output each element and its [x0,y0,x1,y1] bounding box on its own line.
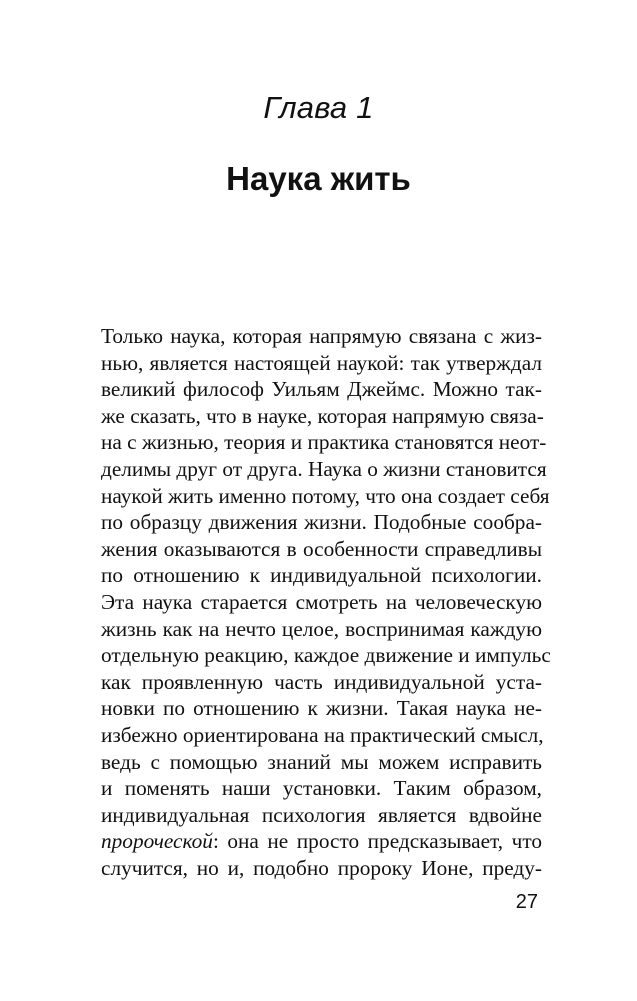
text-line: нью, является настоящей наукой: так утверждал [101,350,542,375]
text-line: же сказать, что в науке, которая напрямую связа- [101,403,544,428]
text-line: ведь с помощью знаний мы можем исправить [101,749,542,774]
text-line: Только наука, которая напрямую связана с жиз- [101,324,542,348]
chapter-title: Наука жить [226,160,411,197]
text-line: жизнь как на нечто целое, воспринимая каждую [101,616,542,641]
text-line: избежно ориентирована на практический смысл, [101,722,544,747]
chapter-label: Глава 1 [263,90,374,125]
text-line: случится, но и, подобно пророку Ионе, преду- [101,855,542,880]
text-line: индивидуальная психология является вдвойне [101,802,542,827]
text-line: на с жизнью, теория и практика становятся неот- [101,430,547,455]
text-line: новки по отношению к жизни. Такая наука не- [101,696,542,721]
text-line: наукой жить именно потому, что она создает себя [101,483,550,508]
text-line: по отношению к индивидуальной психологии. [101,563,542,588]
text-line: великий философ Уильям Джеймс. Можно так- [101,377,542,402]
italic-term: пророческой [101,829,213,854]
page-number: 27 [515,891,538,913]
text-line: по образцу движения жизни. Подобные сообра- [101,510,542,535]
text-line: отдельную реакцию, каждое движение и импульс [101,643,551,668]
text-line-with-emphasis [101,828,542,855]
text-line: и поменять наши установки. Таким образом, [101,776,542,801]
text-line: Эта наука старается смотреть на человеческую [101,589,542,614]
text-line: как проявленную часть индивидуальной уста- [101,669,542,694]
text-fragment: : она не просто предсказывает, что [212,829,542,854]
text-line: делимы друг от друга. Наука о жизни становится [101,456,547,481]
body-paragraph [101,323,551,881]
text-line: жения оказываются в особенности справедливы [101,536,542,561]
